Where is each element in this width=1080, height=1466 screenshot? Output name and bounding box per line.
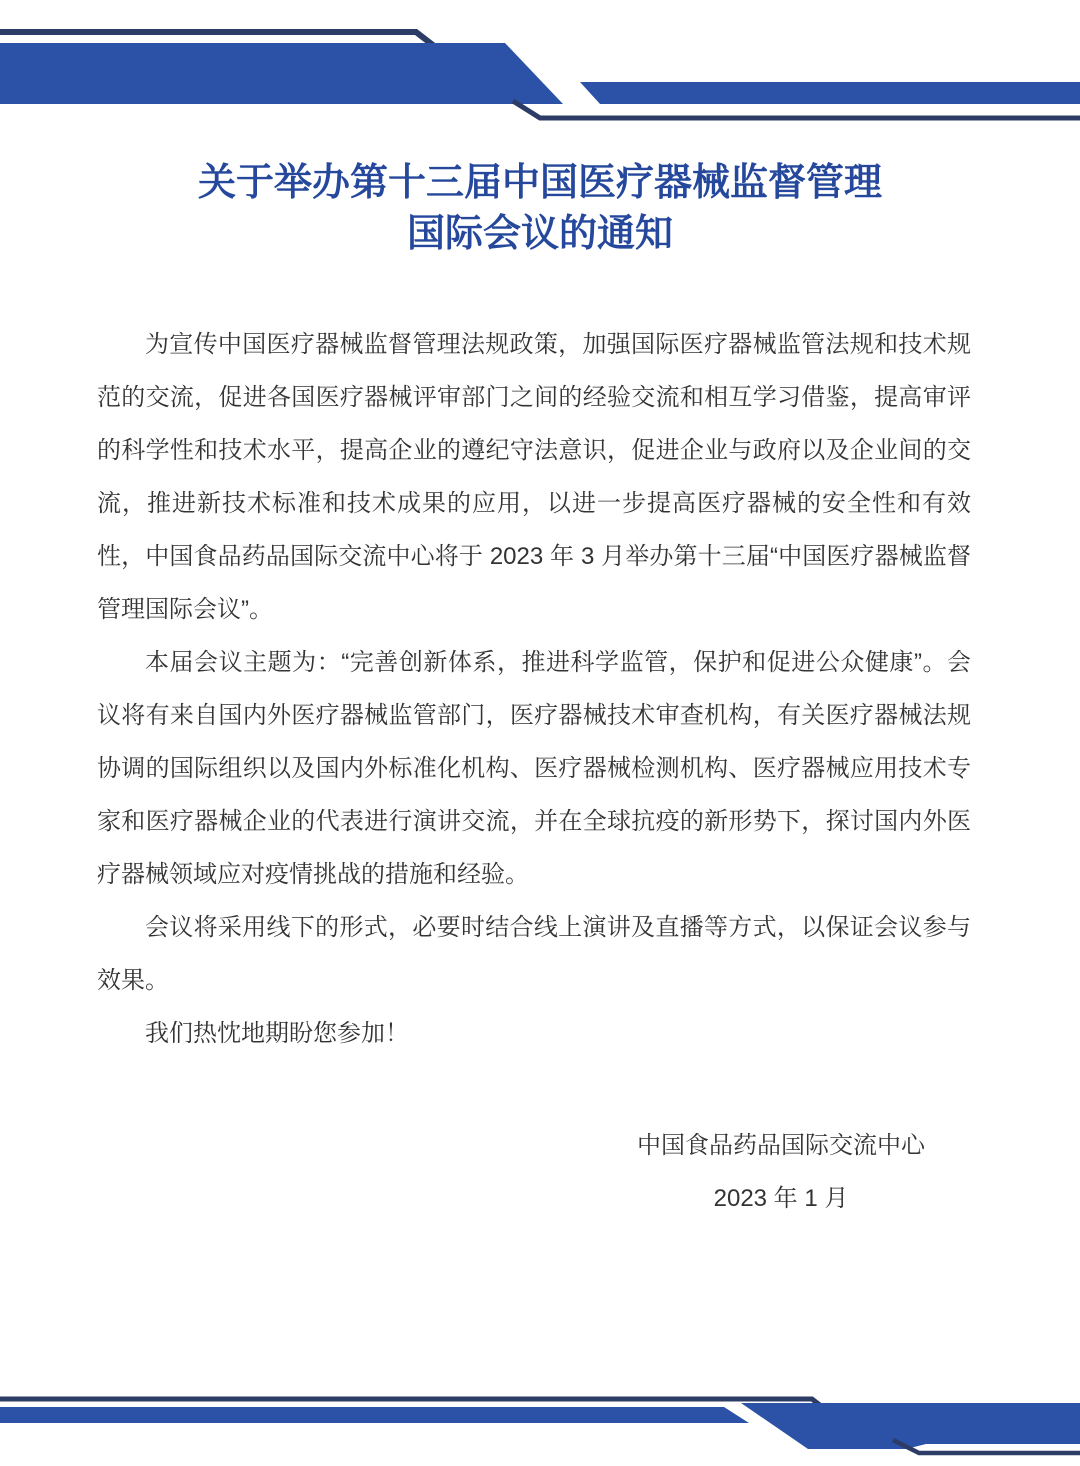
notice-title [40, 158, 1040, 260]
header-right-bar [580, 82, 1080, 104]
header-decoration [0, 0, 1080, 130]
notice-body [97, 318, 971, 1060]
body-paragraph-1: 为宣传中国医疗器械监督管理法规政策，加强国际医疗器械监管法规和技术规范的交流，促进各国医疗器械评审部门之间的经验交流和相互学习借鉴，提高审评的科学性和技术水平，提高企业的遵纪守法意识，促进企业与政府以及企业间的交流，推进新技术标准和技术成果的应用，以进一步提高医疗器械的安全性和有效性，中国食品药品国际交流中心将于 2023 年 3 月举办第十三届“中国医疗器械监督管理国际会议”。 [97, 331, 971, 623]
notice-title-line2: 国际会议的通知 [406, 213, 673, 255]
footer-left-bar [0, 1407, 749, 1423]
footer-decoration [0, 1350, 1080, 1466]
header-main-band [0, 43, 563, 104]
signature-organization: 中国食品药品国际交流中心 [637, 1132, 925, 1159]
body-paragraph-3: 会议将采用线下的形式，必要时结合线上演讲及直播等方式，以保证会议参与效果。 [97, 914, 971, 994]
footer-main-band [741, 1403, 1080, 1449]
notice-title-line1: 关于举办第十三届中国医疗器械监督管理 [197, 162, 882, 204]
body-paragraph-4: 我们热忱地期盼您参加！ [145, 1020, 409, 1047]
signature-date: 2023 年 1 月 [713, 1185, 849, 1212]
signature-block [637, 1119, 925, 1225]
body-paragraph-2: 本届会议主题为：“完善创新体系，推进科学监管，保护和促进公众健康”。会议将有来自国内外医疗器械监管部门，医疗器械技术审查机构，有关医疗器械法规协调的国际组织以及国内外标准化机构、医疗器械检测机构、医疗器械应用技术专家和医疗器械企业的代表进行演讲交流，并在全球抗疫的新形势下，探讨国内外医疗器械领域应对疫情挑战的措施和经验。 [97, 649, 971, 888]
